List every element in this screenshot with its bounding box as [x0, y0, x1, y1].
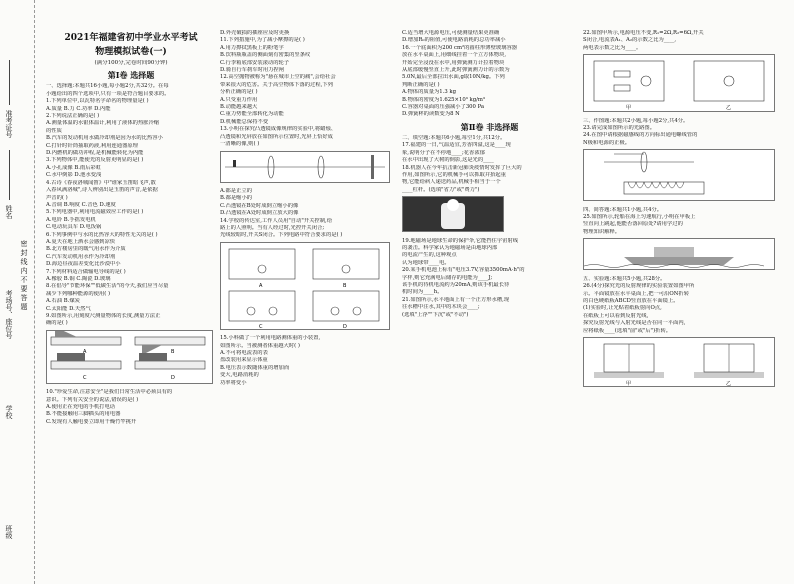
- text-line: 五、实验题:本题共5小题,共28分。: [583, 275, 666, 282]
- text-line: C.容器对桌面的压强减小了300 Pa: [402, 104, 485, 111]
- column-3: [402, 30, 577, 319]
- text-line: 意识。下列有关安全的说法,错误的是( ): [46, 396, 139, 403]
- column-2: [220, 30, 395, 387]
- circuit-figure-22: [583, 54, 775, 112]
- margin-label: 姓名: [5, 205, 13, 219]
- text-line: 作用,如图所示,它的机械手可以抓取并抬起重: [402, 171, 507, 178]
- ruler-figure: [46, 330, 213, 384]
- ruler-option-b: [135, 337, 205, 355]
- text-line: 22.如图甲所示,电源电压不变,R₁=2Ω,R₂=6Ω,开关: [583, 30, 704, 36]
- text-line: 变大,电路消耗的: [220, 372, 259, 379]
- margin-label: 班级: [5, 525, 13, 539]
- text-line: 竖直向上跳起,他能否落回原处?请用学过的: [583, 221, 683, 228]
- text-line: 19.地磁场是地球生命的保护伞,它能挡住宇宙射线: [402, 237, 519, 244]
- text-line: 功率将变小: [220, 379, 247, 386]
- text-line: 16.一个底面积为200 cm²的圆柱形薄壁玻璃容器: [402, 44, 518, 51]
- text-line: 减少下列哪种能源的使用( ): [46, 290, 111, 297]
- text-line: 该手机的待机电流约为20mA,则该手机最长待: [402, 281, 510, 288]
- fig-label: B: [171, 348, 175, 355]
- text-line: 3.下列物体中,能使光的反射更明显的是( ): [46, 157, 144, 164]
- fig-label: D: [171, 374, 175, 381]
- text-line: 10."珍爱生命,注意安全"是我们日常生活中必须具有的: [46, 389, 173, 396]
- text-line: 18.机器人在今年抗击新冠肺炎疫情时发挥了巨大的: [402, 164, 522, 171]
- text-line: 探究反射光线与入射光线是否在同一平面内,: [583, 320, 686, 327]
- text-line: 17.福建的一日,气温适宜,芳香四溢,这是____现: [402, 142, 511, 149]
- text-line: 25.如图所示,轮船在海上匀速航行,小明在甲板上: [583, 214, 696, 221]
- text-line: 放在水平桌面上,用细线挂着一个立方体物块,: [402, 52, 507, 59]
- margin-label: 准考证号: [5, 110, 13, 138]
- text-line: 往水槽中注水,其中的木块会____;: [402, 304, 480, 311]
- text-line: C.行李箱底部安装滚动的轮子: [220, 59, 290, 66]
- text-line: 如图所示。当被测者体重越大时( ): [220, 342, 300, 349]
- text-line: 的白色硬纸板ABCD竖直放在平面镜上。: [583, 297, 679, 304]
- text-line: 15.小科做了一个利用电路测体重的小装置,: [220, 335, 321, 342]
- text-line: 四、简答题:本题共1小题,共4分。: [583, 206, 663, 213]
- text-line: 7.下列材料适合做输电导线的是( ): [46, 268, 126, 275]
- text-line: 2.下列说法正确的是( ): [46, 113, 100, 120]
- column-1: [46, 30, 216, 426]
- section-heading: 第Ⅱ卷 非选择题: [460, 121, 519, 132]
- text-line: A.都是正立的: [220, 187, 252, 194]
- text-line: D.外壳破损的插座应及时更换: [220, 30, 290, 36]
- text-line: 路上的人照明。当有人经过时,光控开关闭合;: [220, 224, 325, 231]
- section-heading: 第Ⅰ卷 选择题: [107, 70, 155, 81]
- seal-text: 密封线内不要答题: [20, 240, 28, 312]
- text-line: 4.古诗《春夜洛城闻笛》中"谁家玉笛暗飞声,散: [46, 179, 156, 186]
- text-line: 13.小明在探究凸透镜成像规律的实验中,将蜡烛、: [220, 126, 337, 133]
- text-line: 从底部缓慢竖直上升,此时弹簧测力计的示数为: [402, 67, 510, 74]
- text-line: C.适当增大电源电压,可使测量结果更准确: [402, 30, 500, 36]
- text-line: 在水中出现了大树的倒影,这是光的____: [402, 157, 494, 164]
- text-line: 确的是( ): [46, 320, 68, 327]
- text-line: 带来很大的危害。关于高空物体下落的过程,下列: [220, 81, 333, 88]
- fill-line: [9, 150, 10, 200]
- text-line: A.只受重力作用: [220, 96, 258, 103]
- circuit-label: A: [259, 282, 263, 289]
- text-line: C.水中倒影 D.池水变浅: [46, 172, 102, 179]
- text-line: 6.下列事例中与水的比热容大的特性无关的是( ): [46, 231, 158, 238]
- fill-line: [9, 60, 10, 105]
- text-line: (选填"上浮""下沉"或"不动"): [402, 311, 469, 318]
- text-line: 20.某手机电池上标有"电压3.7V,容量3500mA·h"的: [402, 267, 525, 274]
- text-line: A.夏天在地上洒水会感到凉快: [46, 238, 116, 245]
- text-line: A.橡胶 B.铜 C.陶瓷 D.玻璃: [46, 275, 111, 282]
- text-line: 24.在图中请根据磁感线的方向标出通电螺线管的: [583, 132, 698, 139]
- text-line: A.音调 B.响度 C.音色 D.速度: [46, 201, 116, 208]
- fig-label: 甲: [626, 380, 632, 387]
- text-line: 12.高空抛物被称为"悬在城市上空的痛",会给社会: [220, 74, 336, 81]
- text-line: B.饮料瓶瓶盖的侧面刻有密集的竖条纹: [220, 52, 311, 59]
- text-line: A.物体的质量为1.3 kg: [402, 89, 456, 96]
- text-line: N极和电源的正极。: [583, 139, 631, 146]
- text-line: C.太阳能 D.天然气: [46, 305, 91, 312]
- text-line: 光线较暗时,开关S闭合。下列电路中符合要求的是( ): [220, 232, 343, 239]
- text-line: A.使用正在充电的手机打电话: [46, 404, 116, 411]
- text-line: A.不可将电流表的表: [220, 349, 268, 356]
- text-line: 5.下列电器中,利用电流磁效应工作的是( ): [46, 209, 144, 216]
- text-line: 盘改装用来显示体重: [220, 357, 268, 364]
- text-line: 的袭击。科学家认为地磁场是由地球内部: [402, 244, 498, 251]
- text-line: 凸透镜和光屏放在如图所示位置时,光屏上恰好成: [220, 133, 333, 140]
- text-line: C.重力势能全部转化为动能: [220, 111, 284, 118]
- text-line: 机时间为____h。: [402, 289, 443, 296]
- text-line: 23.请完成如图所示的光路图。: [583, 125, 655, 132]
- text-line: C.发现有人触电要立即用干燥竹竿挑开: [46, 418, 137, 425]
- exam-subtitle: (满分100分,完卷时间90分钟): [94, 60, 168, 66]
- ship-figure: [583, 238, 775, 270]
- ruler-option-a: [51, 330, 121, 345]
- circuit-label: B: [343, 282, 347, 289]
- text-line: 物,它能给病人递送药品,机械手相当于一个: [402, 179, 501, 186]
- text-line: 三、作图题:本题共2小题,每小题2分,共4分。: [583, 117, 689, 124]
- fig-label: 乙: [726, 105, 732, 112]
- exam-title-2: 物理模拟试卷(一): [95, 47, 167, 57]
- text-line: 8.在倡导"节能环保""低碳生活"的今天,我们应当尽量: [46, 283, 169, 290]
- text-line: 的电流产生的,这种观点: [402, 252, 457, 259]
- text-line: A.石油 B.煤炭: [46, 298, 80, 305]
- text-line: 判断正确的是( ): [402, 81, 440, 88]
- text-line: 一、选择题:本题共16小题,每小题2分,共32分。在每: [46, 83, 169, 90]
- fig-label: A: [83, 348, 87, 355]
- text-line: B.北方楼房里的暖气用水作为介质: [46, 246, 126, 253]
- ruler-option-d: [135, 353, 205, 369]
- text-line: (1)实验时,让光贴着纸板射向O点,: [583, 305, 662, 312]
- margin-label: 考场号、座位号: [5, 290, 13, 339]
- circuit-label: D: [343, 323, 347, 330]
- text-line: B.不能接触用三脚插头的用电器: [46, 411, 121, 418]
- ruler-option-c: [51, 353, 121, 369]
- text-line: C.凸透镜在B处时成倒立缩小的像: [220, 202, 299, 209]
- text-line: A.小孔成像 B.雨后彩虹: [46, 164, 102, 171]
- text-line: D.内燃机的做功冲程,是机械能转化为内能: [46, 150, 144, 157]
- text-line: 开始完全浸没在水中,用弹簧测力计拉着物块: [402, 59, 505, 66]
- text-line: D.机械能总保持不变: [220, 118, 269, 125]
- text-line: A.质量 B.力 C.功率 D.内能: [46, 105, 111, 112]
- text-line: A.用力擦拭黑板上的粉笔字: [220, 44, 284, 51]
- text-line: 21.如图所示,水平地面上有一个正方形水槽,现: [402, 296, 510, 303]
- text-line: 象,说明分子在不停地____;花香浓郁: [402, 149, 485, 156]
- text-line: 1.下列单位中,以瓦特名字命名的物理量是( ): [46, 98, 149, 105]
- fig-label: C: [83, 374, 87, 381]
- text-line: ____杠杆。(选填"省力"或"费力"): [402, 186, 480, 193]
- text-line: 14.学校的传达室,工作人员用"自动"开关控制,给: [220, 217, 333, 224]
- text-line: 一清晰的像,则( ): [220, 141, 260, 148]
- text-line: D.凸透镜在A处时成倒立放大的像: [220, 210, 299, 217]
- text-line: 二、填空题:本题共6小题,每空1分,共12分。: [402, 134, 506, 141]
- text-line: D.弹簧秤的读数变为8 N: [402, 111, 460, 118]
- margin-label: 学校: [5, 405, 13, 419]
- binding-margin: [0, 0, 35, 584]
- fig-label: 甲: [626, 105, 632, 112]
- text-line: B.都是缩小的: [220, 195, 253, 202]
- text-line: 入春风满洛城",诗人辨别出是玉笛的声音,是依据: [46, 187, 158, 194]
- optics-and-solenoid-figure: [583, 149, 775, 201]
- text-line: 在纸板上可以看到反射光线,: [583, 312, 649, 319]
- text-line: 26.(4分)探究光的反射规律的实验装置如图甲所: [583, 283, 695, 290]
- text-line: 示。平面镜放在水平桌面上,把一可沿ON折转: [583, 290, 690, 297]
- text-line: 分析正确的是( ): [220, 89, 258, 96]
- text-line: A.电铃 B.手摇发电机: [46, 216, 96, 223]
- text-line: S闭合,电流表A₁、A₂的示数之比为____,: [583, 37, 677, 44]
- text-line: C.电动玩具车 D.电饭锅: [46, 224, 102, 231]
- text-line: C.打针时针筒抽取药液,利用连通器原理: [46, 142, 138, 149]
- text-line: B.电压表示数随体重的增加而: [220, 364, 290, 371]
- text-line: 声音的( ): [46, 194, 68, 201]
- text-line: 小题给出的四个选项中,只有一项是符合题目要求的。: [46, 90, 170, 97]
- fig-label: 乙: [726, 380, 732, 387]
- text-line: 5.0N,最后全部拉出水面,g取10N/kg。下列: [402, 74, 505, 81]
- text-line: D.骑自行车刹车时用力捏闸: [220, 67, 285, 74]
- text-line: D.增加R₀的阻值,可使电路消耗的总功率减小: [402, 37, 506, 44]
- exam-title: 2021年福建省初中学业水平考试: [64, 33, 198, 43]
- text-line: B.物体的密度为1.625×10³ kg/m³: [402, 96, 486, 103]
- circuit-options-figure: [220, 242, 390, 330]
- text-line: C.汽车发动机用水作为冷却剂: [46, 253, 116, 260]
- circuit-label: C: [259, 323, 263, 330]
- robot-photo: [402, 196, 504, 232]
- text-line: 的性质: [46, 127, 62, 134]
- text-line: 认为地球带____电。: [402, 259, 450, 266]
- column-4: [583, 30, 788, 392]
- text-line: 应将纸板____(选填"前"或"后")折转。: [583, 327, 672, 334]
- candle: [233, 160, 236, 167]
- text-line: 物理知识解释。: [583, 228, 621, 235]
- lens-bench-figure: [220, 151, 390, 183]
- text-line: B.动能越来越大: [220, 104, 258, 111]
- text-line: D.海边昼夜温差变化比沙漠中小: [46, 261, 121, 268]
- screen: [371, 155, 374, 179]
- text-line: B.汽车的发动机用水做冷却剂是因为水的比热容小: [46, 135, 163, 142]
- reflection-figure: [583, 337, 775, 387]
- text-line: 字样,则它充满电后储存的电能为____J;: [402, 274, 493, 281]
- text-line: 11.下列措施中,为了减小摩擦的是( ): [220, 37, 305, 44]
- text-line: A.测量体温的水银体温计,利用了液体的热胀冷缩: [46, 120, 160, 127]
- text-line: 9.如图所示,用刻度尺测量物体的长度,测量方法正: [46, 313, 161, 319]
- text-line: 两电表示数之比为____。: [583, 44, 642, 51]
